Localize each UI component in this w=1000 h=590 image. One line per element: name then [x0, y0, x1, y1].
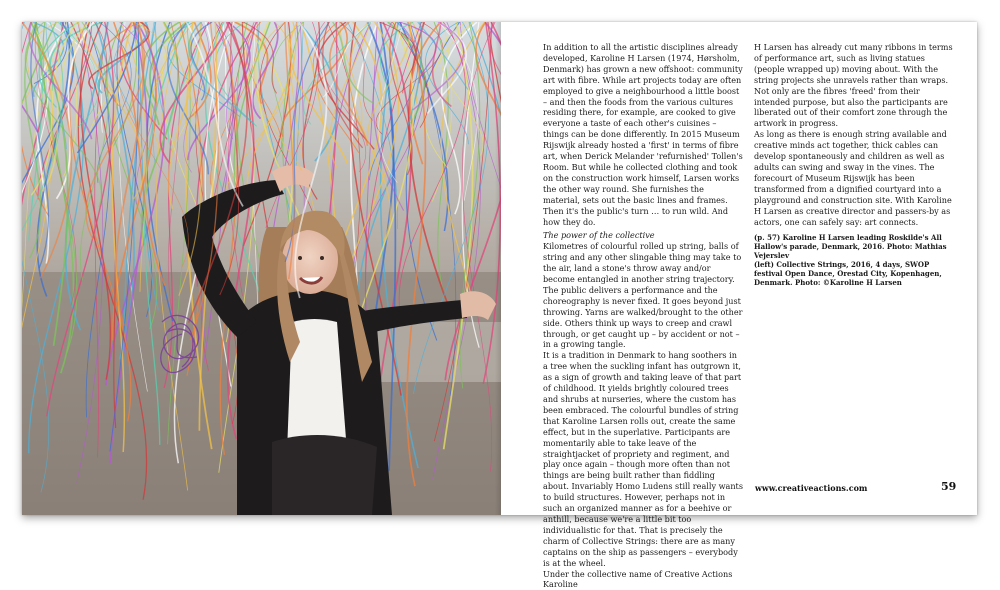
- left-page-photo: [22, 22, 501, 515]
- page-number: 59: [941, 480, 956, 493]
- body-paragraph: It is a tradition in Denmark to hang soothers in a tree when the suckling infant has outgrown it, as a sign of growth and taking leave of that part of childhood. It yields brightly coloured trees and shrubs at nurseries, where the custom has been embraced. The colourful bundles of string that Karoline Larsen rolls out, create the same effect, but in the superlative. Participants are momentarily able to take leave of the straightjacket of propriety and regiment, and play once again – though more often than not things are being built rather than fiddling about. Invariably Homo Ludens still really wants to build structures. However, perhaps not in such an organized manner as for a beehive or anthill, because we're a little bit too individualistic for that. That is precisely the charm of Collective Strings: there are as many captains on the ship as passengers – everybody is at the wheel.: [543, 350, 743, 568]
- section-subheading: The power of the collective: [543, 230, 743, 241]
- photo-caption: (left) Collective Strings, 2016, 4 days, SWOP festival Open Dance, Orestad City, Kopenhagen, Denmark. Photo: ©Karoline H Larsen: [754, 260, 954, 287]
- body-paragraph: As long as there is enough string available and creative minds act together, thick cables can develop spontaneously and children as well as adults can swing and sway in the vines. The forecourt of Museum Rijswijk has been transformed from a dignified courtyard into a playground and construction site. With Karoline H Larsen as creative director and passers-by as actors, one can safely say: art connects.: [754, 129, 954, 227]
- text-column-right: [754, 42, 954, 287]
- photo-caption: (p. 57) Karoline H Larsen leading Roskilde's All Hallow's parade, Denmark, 2016. Photo: Mathias Vejerslev: [754, 233, 954, 260]
- body-paragraph: H Larsen has already cut many ribbons in terms of performance art, such as living statues (people wrapped up) moving about. With the string projects she unravels rather than wraps. Not only are the fibres 'freed' from their intended purpose, but also the participants are liberated out of their comfort zone through the artwork in progress.: [754, 42, 954, 129]
- body-paragraph: Under the collective name of Creative Actions Karoline: [543, 569, 743, 590]
- right-page-text: [501, 22, 977, 515]
- string-installation-photo: [22, 22, 501, 515]
- text-column-left: [543, 42, 743, 590]
- website-url[interactable]: www.creativeactions.com: [755, 483, 867, 493]
- intro-paragraph: In addition to all the artistic disciplines already developed, Karoline H Larsen (1974, Hørsholm, Denmark) has grown a new offshoot: community art with fibre. While art projects today are often employed to give a neighbourhood a little boost – and then the foods from the various cultures residing there, for example, are cooked to give everyone a taste of each other's cuisines – things can be done differently. In 2015 Museum Rijswijk already hosted a 'first' in terms of fibre art, when Derick Melander 'refurnished' Tollen's Room. But while he collected clothing and took on the construction work himself, Larsen works the other way round. She furnishes the material, sets out the basic lines and frames. Then it's the public's turn … to run wild. And how they do.: [543, 42, 743, 227]
- book-spread: [22, 22, 977, 515]
- body-paragraph: Kilometres of colourful rolled up string, balls of string and any other slingable thing may take to the air, land a stone's throw away and/or become entangled in another string trajectory. The public delivers a performance and the choreography is never fixed. It goes beyond just throwing. Yarns are walked/brought to the other side. Others think up ways to creep and crawl through, or get caught up – by accident or not – in a growing tangle.: [543, 241, 743, 350]
